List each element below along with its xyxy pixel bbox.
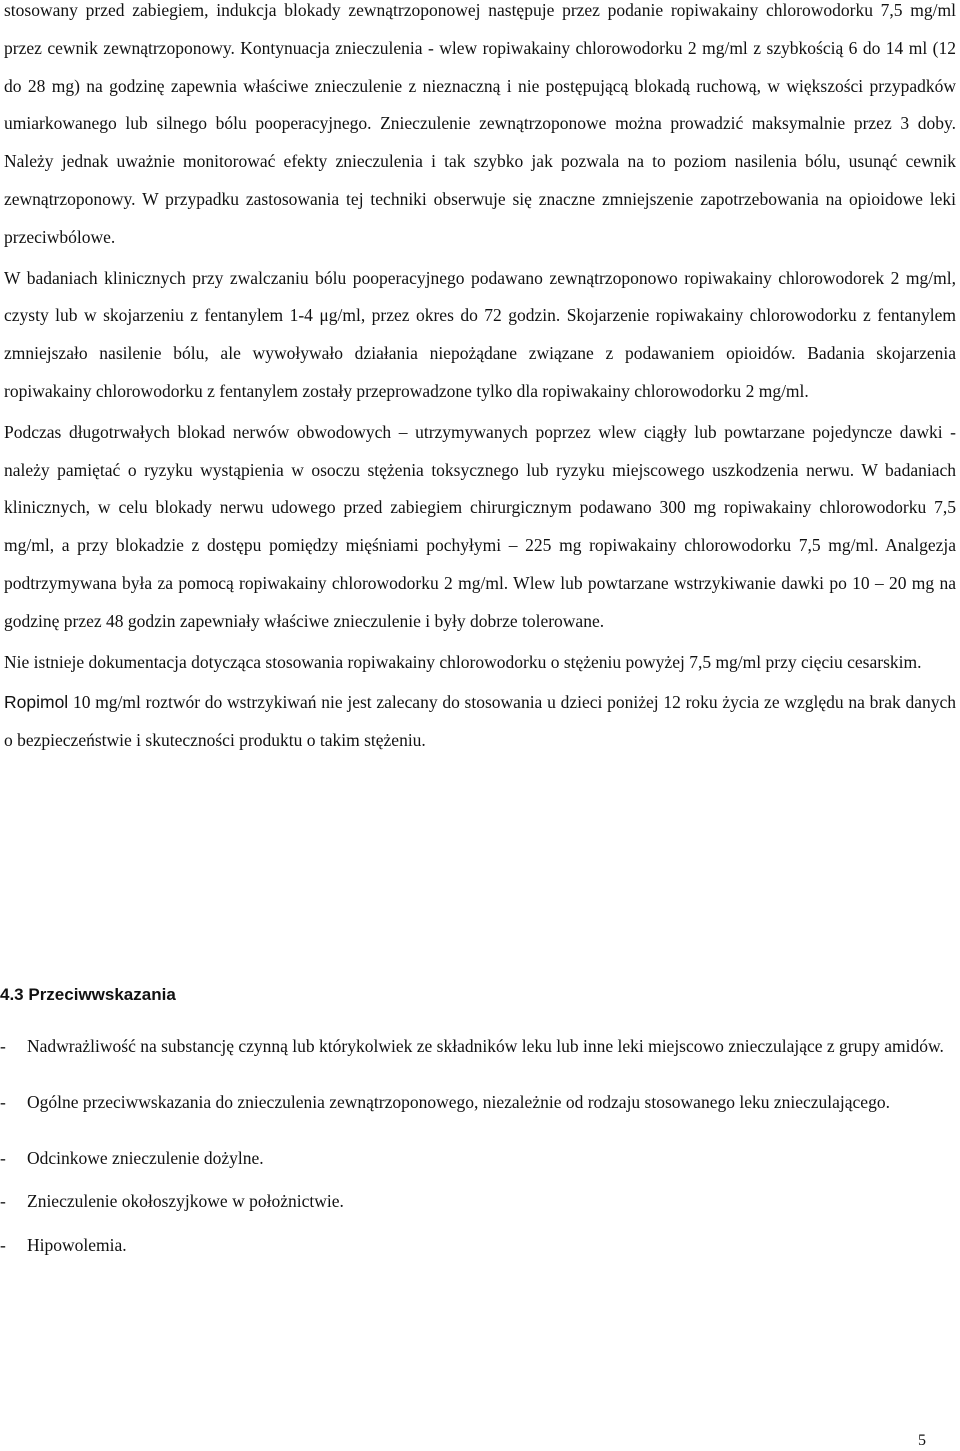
list-bullet: - xyxy=(0,1147,6,1168)
paragraph-pediatric-text: 10 mg/ml roztwór do wstrzykiwań nie jest zalecany do stosowania u dzieci poniżej 12 roku życia ze względu na brak danych o bezpieczeństwie i skuteczności produktu o takim stężeniu. xyxy=(4,692,956,751)
paragraph-clinical-trials-fentanyl: W badaniach klinicznych przy zwalczaniu bólu pooperacyjnego podawano zewnątrzoponowo ropiwakainy chlorowodorek 2 mg/ml, czysty lub w skojarzeniu z fentanylem 1-4 μg/ml, przez okres do 72 godzin. Skojarzenie ropiwakainy chlorowodorku z fentanylem zmniejszało nasilenie bólu, ale wywoływało działania niepożądane związane z podawaniem opioidów. Badania skojarzenia ropiwakainy chlorowodorku z fentanylem zostały przeprowadzone tylko dla ropiwakainy chlorowodorku 2 mg/ml. xyxy=(4,267,956,401)
list-item xyxy=(0,1028,952,1066)
paragraph-epidural-postoperative: stosowany przed zabiegiem, indukcja blokady zewnątrzoponowej następuje przez podanie ropiwakainy chlorowodorku 7,5 mg/ml przez cewnik zewnątrzoponowy. Kontynuacja znieczulenia - wlew ropiwakainy chlorowodorku 2 mg/ml z szybkością 6 do 14 ml (12 do 28 mg) na godzinę zapewnia właściwe znieczulenie z nieznaczną i nie postępującą blokadą ruchową, w większości przypadków umiarkowanego lub silnego bólu pooperacyjnego. Znieczulenie zewnątrzoponowe można prowadzić maksymalnie przez 3 doby. Należy jednak uważnie monitorować efekty znieczulenia i tak szybko jak pozwala na to poziom nasilenia bólu, usunąć cewnik zewnątrzoponowy. W przypadku zastosowania tej techniki obserwuje się znaczne zmniejszenie zapotrzebowania na opioidowe leki przeciwbólowe. xyxy=(4,0,956,247)
list-bullet: - xyxy=(0,1091,6,1112)
paragraph-peripheral-nerve-blocks: Podczas długotrwałych blokad nerwów obwodowych – utrzymywanych poprzez wlew ciągły lub powtarzane pojedyncze dawki - należy pamiętać o ryzyku wystąpienia w osoczu stężenia toksycznego lub ryzyku miejscowego uszkodzenia nerwu. W badaniach klinicznych, w celu blokady nerwu udowego przed zabiegiem chirurgicznym podawano 300 mg ropiwakainy chlorowodorku 7,5 mg/ml, a przy blokadzie z dostępu pomiędzy mięśniami pochyłymi – 225 mg ropiwakainy chlorowodorku 7,5 mg/ml. Analgezja podtrzymywana była za pomocą ropiwakainy chlorowodorku 2 mg/ml. Wlew lub powtarzane wstrzykiwanie dawki po 10 – 20 mg na godzinę przez 48 godzin zapewniały właściwe znieczulenie i były dobrze tolerowane. xyxy=(4,421,956,631)
list-item-text: Hipowolemia. xyxy=(27,1235,127,1256)
paragraph-cesarean-section: Nie istnieje dokumentacja dotycząca stosowania ropiwakainy chlorowodorku o stężeniu powyżej 7,5 mg/ml przy cięciu cesarskim. xyxy=(4,651,922,672)
contraindications-list xyxy=(0,1028,952,1265)
list-item-text: Ogólne przeciwwskazania do znieczulenia zewnątrzoponowego, niezależnie od rodzaju stosowanego leku znieczulającego. xyxy=(27,1091,890,1112)
section-heading-contraindications: 4.3 Przeciwwskazania xyxy=(0,985,176,1004)
list-item-text: Znieczulenie okołoszyjkowe w położnictwie. xyxy=(27,1191,344,1212)
list-bullet: - xyxy=(0,1235,6,1256)
page-number: 5 xyxy=(918,1432,926,1449)
list-item xyxy=(0,1227,952,1265)
list-item xyxy=(0,1183,952,1221)
list-item-text: Odcinkowe znieczulenie dożylne. xyxy=(27,1147,264,1168)
list-item xyxy=(0,1084,952,1122)
document-page xyxy=(4,0,956,760)
product-name: Ropimol xyxy=(4,692,69,713)
list-bullet: - xyxy=(0,1191,6,1212)
list-item-text: Nadwrażliwość na substancję czynną lub którykolwiek ze składników leku lub inne leki miejscowo znieczulające z grupy amidów. xyxy=(27,1036,944,1056)
list-item xyxy=(0,1140,952,1178)
paragraph-pediatric-use xyxy=(4,684,956,760)
list-bullet: - xyxy=(0,1036,6,1056)
